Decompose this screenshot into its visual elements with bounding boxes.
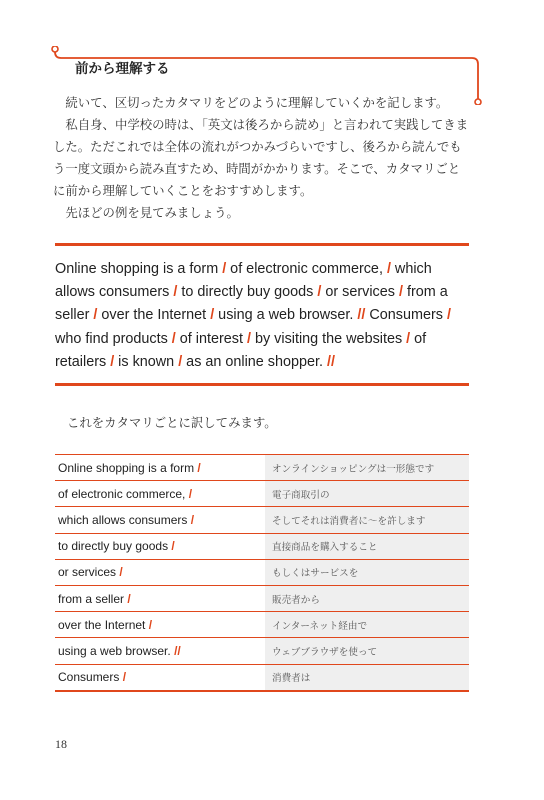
- chunk-separator: /: [210, 307, 215, 324]
- chunk-separator: /: [127, 591, 131, 606]
- table-row: [55, 559, 469, 585]
- chunk-separator: /: [171, 330, 176, 347]
- chunk-separator: /: [398, 284, 403, 301]
- page-number: 18: [55, 737, 67, 751]
- japanese-translation: もしくはサービスを: [265, 559, 469, 585]
- chunk-separator: /: [119, 565, 123, 580]
- chunk-separator: /: [317, 284, 322, 301]
- intro-paragraph: [53, 202, 471, 224]
- japanese-translation: 電子商取引の: [265, 481, 469, 507]
- english-chunk: Online shopping is a form /: [58, 460, 201, 475]
- english-chunk: or services /: [58, 565, 123, 580]
- intro-line: 私自身、中学校の時は、「英文は後ろから読め」と言われて実践してきま: [65, 117, 469, 132]
- japanese-translation: ウェブブラウザを使って: [265, 638, 469, 664]
- section-heading: 前から理解する: [75, 61, 170, 77]
- intro-paragraph: [53, 92, 471, 114]
- japanese-translation: そしてそれは消費者に〜を許します: [265, 507, 469, 533]
- sentence-separator: //: [174, 643, 181, 658]
- chunk-separator: /: [188, 486, 193, 501]
- english-chunk: Consumers /: [58, 670, 127, 685]
- example-line: allows consumers / to directly buy goods / or services / from a: [55, 284, 448, 301]
- table-row: [55, 507, 469, 533]
- chunk-separator: /: [93, 307, 98, 324]
- intro-line: した。ただこれでは全体の流れがつかみづらいですし、後ろから読んでも: [53, 139, 462, 154]
- chunk-separator: /: [173, 284, 178, 301]
- table-row: [55, 533, 469, 559]
- table-row: [55, 585, 469, 611]
- table-row: [55, 638, 469, 664]
- sentence-separator: //: [327, 353, 335, 370]
- example-line: seller / over the Internet / using a web browser. // Consumers /: [55, 307, 451, 324]
- intro-line: 続いて、区切ったカタマリをどのように理解していくかを記します。: [65, 95, 449, 110]
- intro-paragraph: [53, 114, 471, 202]
- english-chunk: from a seller /: [58, 591, 131, 606]
- chunk-separator: /: [171, 539, 175, 554]
- chunk-separator: /: [446, 307, 451, 324]
- intro-line: 先ほどの例を見てみましょう。: [65, 205, 239, 220]
- english-chunk: over the Internet /: [58, 617, 153, 632]
- english-chunk: using a web browser. //: [58, 643, 181, 658]
- japanese-translation: オンラインショッピングは一形態です: [265, 455, 469, 481]
- example-line: Online shopping is a form / of electronic commerce, / which: [55, 261, 432, 277]
- chunk-separator: /: [190, 512, 195, 527]
- japanese-translation: 直接商品を購入すること: [265, 533, 469, 559]
- example-line: who find products / of interest / by visiting the websites / of: [55, 330, 427, 347]
- chunk-separator: /: [148, 617, 153, 632]
- table-row: [55, 455, 469, 481]
- translation-table: [55, 454, 469, 692]
- japanese-translation: 消費者は: [265, 664, 469, 691]
- sentence-separator: //: [357, 307, 366, 324]
- chunk-separator: /: [222, 261, 227, 277]
- example-top-rule: [55, 243, 469, 246]
- intro-text: [53, 92, 471, 224]
- table-row: [55, 481, 469, 507]
- table-row: [55, 612, 469, 638]
- japanese-translation: 販売者から: [265, 585, 469, 611]
- intro-line: う一度文頭から読み直すため、時間がかかります。そこで、カタマリごと: [53, 161, 461, 176]
- chunk-separator: /: [246, 330, 251, 347]
- chunk-separator: /: [386, 261, 391, 277]
- chunk-separator: /: [197, 460, 201, 475]
- example-passage: [55, 258, 469, 374]
- chunk-separator: /: [178, 353, 183, 370]
- example-line: retailers / is known / as an online shopper. //: [55, 353, 335, 370]
- english-chunk: of electronic commerce, /: [58, 486, 193, 501]
- chunk-separator: /: [110, 353, 115, 370]
- japanese-translation: インターネット経由で: [265, 612, 469, 638]
- translation-caption: これをカタマリごとに訳してみます。: [67, 415, 277, 430]
- english-chunk: which allows consumers /: [58, 512, 195, 527]
- chunk-separator: /: [406, 330, 411, 347]
- english-chunk: to directly buy goods /: [58, 539, 175, 554]
- table-row: [55, 664, 469, 691]
- intro-line: に前から理解していくことをおすすめします。: [53, 183, 313, 198]
- chunk-separator: /: [122, 670, 127, 685]
- example-bottom-rule: [55, 383, 469, 386]
